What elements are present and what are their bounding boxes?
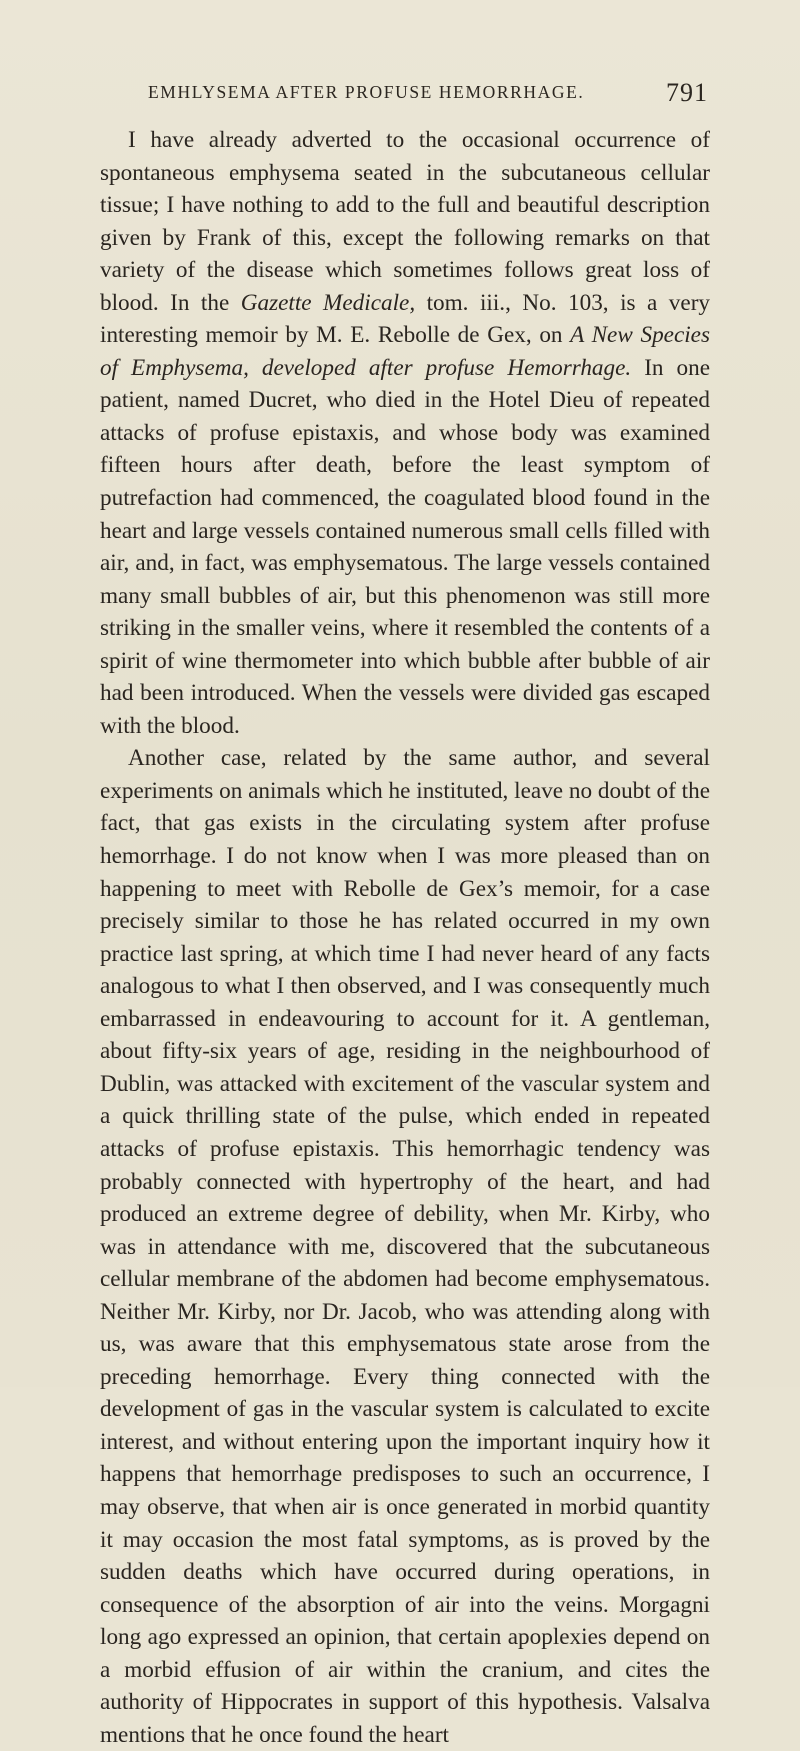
running-head <box>148 78 708 108</box>
paragraph-1-part-2: tom. iii., No. 103, is a very interesting memoir by M. E. Rebolle de Gex, on <box>100 289 711 349</box>
running-title: EMHLYSEMA AFTER PROFUSE HEMORRHAGE. <box>148 82 585 102</box>
journal-title: Gazette Medicale, <box>240 289 416 316</box>
page-number: 791 <box>666 78 708 107</box>
body-text <box>100 124 710 1751</box>
paragraph-2: Another case, related by the same author, and several experiments on animals which he instituted, leave no doubt of the fact, that gas exists in the circulating system after profuse hemorrhage. I do not know when I was more pleased than on happening to meet with Rebolle de Gex’s memoir, for a case precisely similar to those he has related occurred in my own practice last spring, at which time I had never heard of any facts analogous to what I then observed, and I was consequently much embarrassed in endeavouring to account for it. A gentleman, about fifty-six years of age, residing in the neighbourhood of Dublin, was attacked with excitement of the vascular system and a quick thrilling state of the pulse, which ended in repeated attacks of profuse epistaxis. This hemorrhagic tendency was probably connected with hypertrophy of the heart, and had produced an extreme degree of debility, when Mr. Kirby, who was in attendance with me, discovered that the subcutaneous cellular membrane of the abdomen had become emphysematous. Neither Mr. Kirby, nor Dr. Jacob, who was attending along with us, was aware that this emphysematous state arose from the preceding hemorrhage. Every thing connected with the development of gas in the vascular system is calculated to excite interest, and without entering upon the important inquiry how it happens that hemorrhage predisposes to such an occurrence, I may observe, that when air is once generated in morbid quantity it may occasion the most fatal symptoms, as is proved by the sudden deaths which have occurred during operations, in consequence of the absorption of air into the veins. Morgagni long ago expressed an opinion, that certain apoplexies depend on a morbid effusion of air within the cranium, and cites the authority of Hippocrates in support of this hypothesis. Valsalva mentions that he once found the heart <box>100 745 710 1748</box>
paragraph-1 <box>100 124 710 742</box>
paragraph-1-part-3: In one patient, named Ducret, who died in the Hotel Dieu of repeated attacks of profuse epistaxis, and whose body was examined fifteen hours after death, before the least symptom of putrefaction had commenced, the coagulated blood found in the heart and large vessels contained numerous small cells filled with air, and, in fact, was emphysematous. The large vessels contained many small bubbles of air, but this phenomenon was still more striking in the smaller veins, where it resembled the contents of a spirit of wine thermometer into which bubble after bubble of air had been introduced. When the vessels were divided gas escaped with the blood. <box>100 354 711 739</box>
memoir-title: A New Species of Emphysema, developed after profuse Hemorrhage. <box>100 322 710 381</box>
paragraph-1-part-1: I have already adverted to the occasional occurrence of spontaneous emphysema seated in the subcutaneous cellular tissue; I have nothing to add to the full and beautiful description given by Frank of this, except the following remarks on that variety of the disease which sometimes follows great loss of blood. In the <box>100 127 710 316</box>
